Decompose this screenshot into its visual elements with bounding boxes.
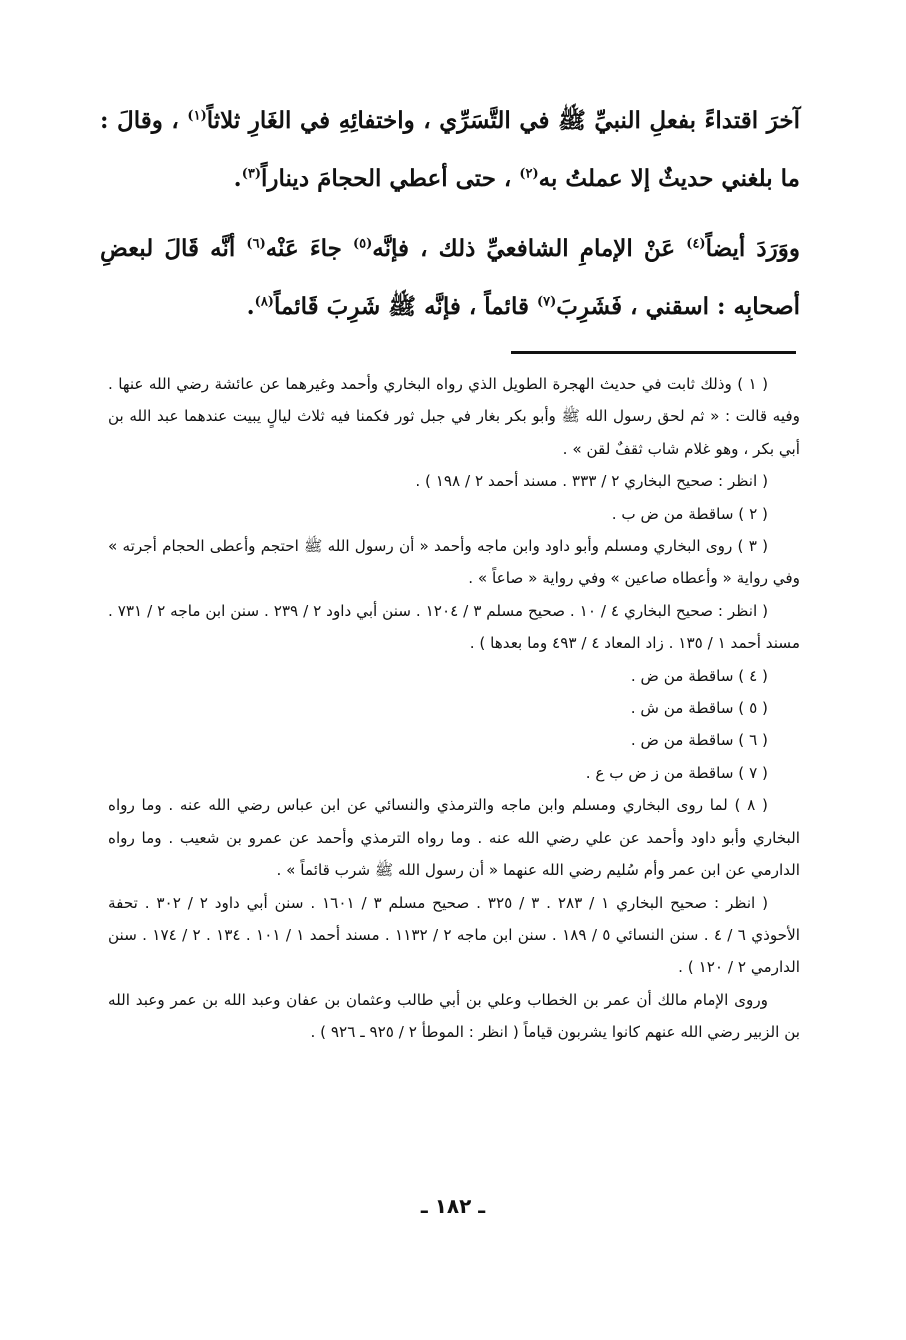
footnote-8-addendum: وروى الإمام مالك أن عمر بن الخطاب وعلي بن أبي طالب وعثمان بن عفان وعبد الله بن عمر وعبد الله بن الزبير رضي الله عنهم كانوا يشربون قياماً ( انظر : الموطأ ٢ / ٩٢٥ ـ ٩٢٦ ) . [108,990,800,1042]
footnote-ref-4: (٤) [686,236,706,252]
main-text-segment: جاءَ عَنْه [265,235,342,262]
footnote-ref-1: (١) [187,108,207,124]
footnote-2: ( ٢ ) ساقطة من ض ب . [611,504,768,523]
main-text-segment: . [246,293,255,320]
main-text-segment: ، حتى أعطي الحجامَ ديناراً [260,165,512,192]
footnote-5: ( ٥ ) ساقطة من ش . [630,699,768,718]
main-text-segment: ووَرَدَ أيضاً [705,235,800,262]
footnote-ref-3: (٣) [241,166,261,182]
footnote-ref-6: (٦) [246,236,266,252]
footnote-8-reference: ( انظر : صحيح البخاري ١ / ٢٨٣ . ٣ / ٣٢٥ . صحيح مسلم ٣ / ١٦٠١ . سنن أبي داود ٢ / ٣٠٢ . تحفة الأحوذي ٦ / ٤ . سنن النسائي ٥ / ١٨٩ . سنن ابن ماجه ٢ / ١١٣٢ . مسند أحمد ١ / ١٠١ . ١٣٤ . ٢ / ١٧٤ . سنن الدارمي ٢ / ١٢٠ ) . [108,893,800,977]
footnote-ref-2: (٢) [519,166,539,182]
footnotes [108,368,800,1049]
main-text-segment: آخرَ اقتداءً بفعلِ النبيِّ ﷺ في التَّسَرِّي ، واختفائِهِ في الغَارِ ثلاثاً [206,107,801,134]
main-paragraph-2 [100,220,800,336]
main-text-segment: ، وقالَ : ما بلغني حديثٌ إلا عملتُ به [100,107,800,192]
main-text-segment: . [233,165,242,192]
page-number: ـ ١٨٢ ـ [420,1194,486,1218]
footnote-1-reference: ( انظر : صحيح البخاري ٢ / ٣٣٣ . مسند أحمد ٢ / ١٩٨ ) . [415,472,768,491]
footnote-6: ( ٦ ) ساقطة من ض . [630,731,768,750]
footnote-7: ( ٧ ) ساقطة من ز ض ب ع . [585,763,768,782]
main-text-segment: قائماً ، فإنَّه ﷺ شَرِبَ قَائماً [273,293,529,320]
main-paragraph-1 [100,92,800,208]
main-text [100,92,800,336]
footnote-3: ( ٣ ) روى البخاري ومسلم وأبو داود وابن ماجه وأحمد « أن رسول الله ﷺ احتجم وأعطى الحجام أجرته » وفي رواية « وأعطاه صاعين » وفي رواية « صاعاً » . [108,537,800,588]
footnote-3-reference: ( انظر : صحيح البخاري ٤ / ١٠ . صحيح مسلم ٣ / ١٢٠٤ . سنن أبي داود ٢ / ٢٣٩ . سنن ابن ماجه ٢ / ٧٣١ . مسند أحمد ١ / ١٣٥ . زاد المعاد ٤ / ٤٩٣ وما بعدها ) . [108,601,800,653]
footnote-1: ( ١ ) وذلك ثابت في حديث الهجرة الطويل الذي رواه البخاري وأحمد وغيرهما عن عائشة رضي الله عنها . وفيه قالت : « ثم لحق رسول الله ﷺ وأبو بكر بغار في جبل ثور فكمنا فيه ثلاث ليالٍ يبيت عندهما عبد الله بن أبي بكر ، وهو غلام شاب ثقفٌ لقن » . [108,375,800,458]
footnote-ref-5: (٥) [353,236,373,252]
footnote-ref-8: (٨) [254,294,274,310]
footnote-divider [511,351,796,354]
footnote-8: ( ٨ ) لما روى البخاري ومسلم وابن ماجه والترمذي والنسائي عن ابن عباس رضي الله عنه . وما رواه البخاري وأبو داود وأحمد عن علي رضي الله عنه . وما رواه الترمذي وأحمد عن عمرو بن شعيب . وما رواه الدارمي عن ابن عمر وأم سُليم رضي الله عنهما « أن رسول الله ﷺ شرب قائماً » . [108,796,800,880]
main-text-segment: أنَّه قَالَ لبعضِ أصحابِه : اسقني ، فَشَرِبَ [100,235,800,320]
footnote-4: ( ٤ ) ساقطة من ض . [630,666,768,685]
footnote-ref-7: (٧) [536,294,557,310]
main-text-segment: عَنْ الإمامِ الشافعيِّ ذلك ، فإنَّه [372,235,676,262]
